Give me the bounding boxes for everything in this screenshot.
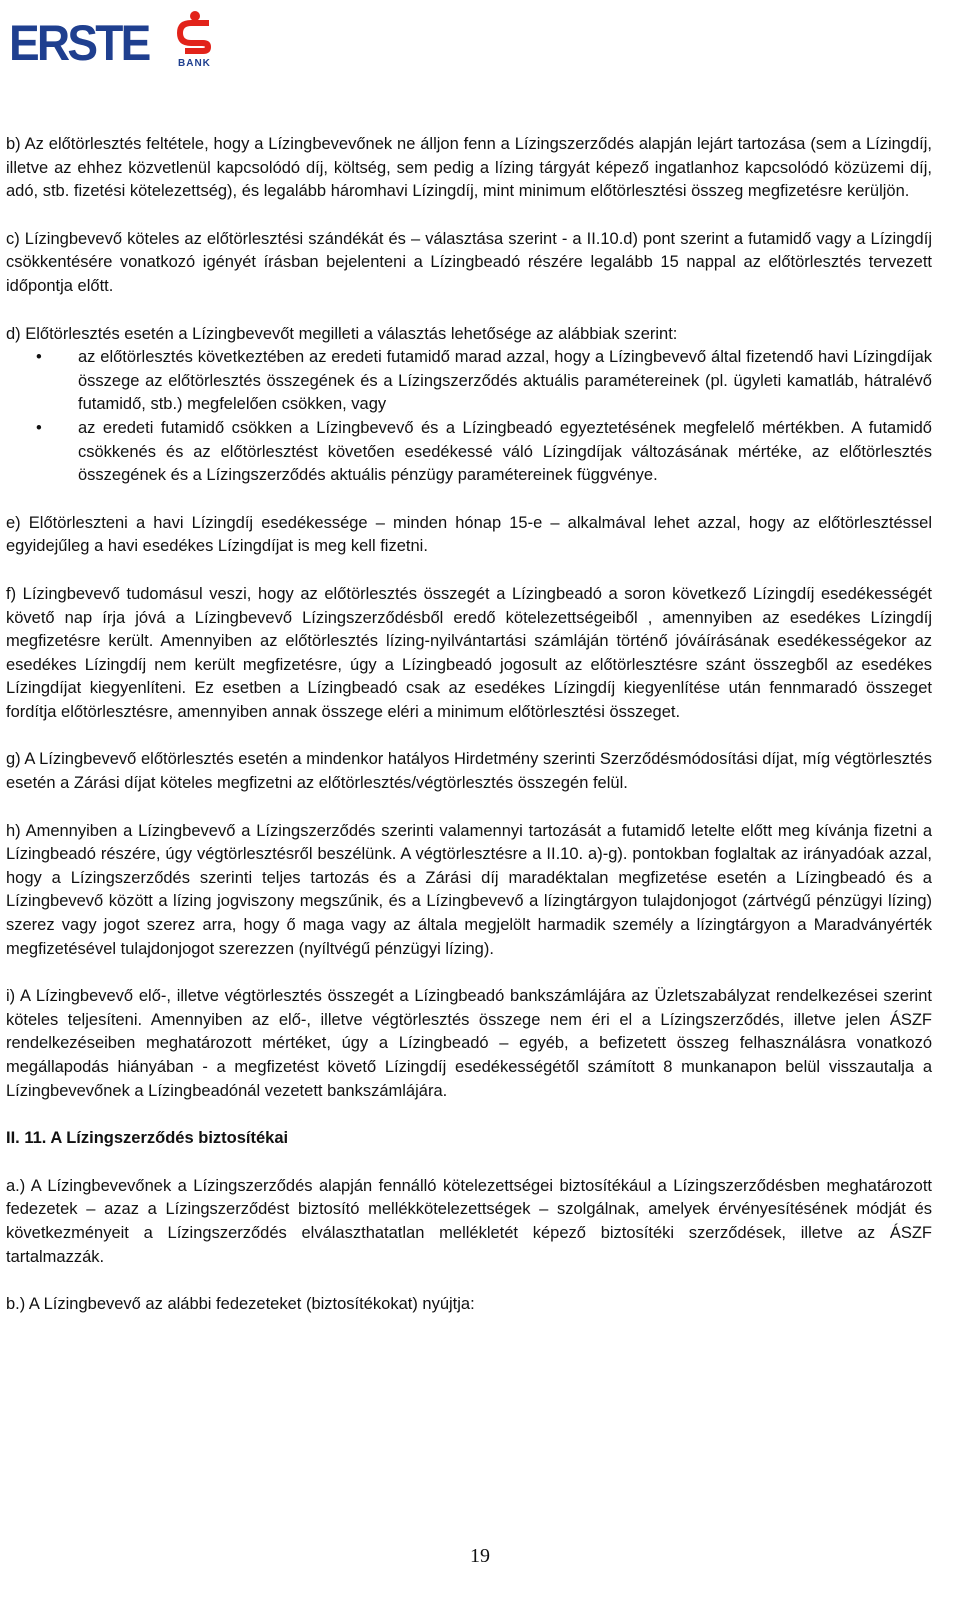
page-number: 19 xyxy=(470,1545,490,1567)
paragraph-11-a: a.) A Lízingbevevőnek a Lízingszerződés alapján fennálló kötelezettségei biztosítékául a Lízingszerződésben meghatározott fedezetek – azaz a Lízingszerződést biztosító mellékkötelezettségek – szolgálnak, amelyek érvényesítésének módját és következményeit a Lízingszerződés elválaszthatatlan mellékletét képező biztosítéki szerződések, illetve az ÁSZF tartalmazzák. xyxy=(6,1176,932,1266)
paragraph-h: h) Amennyiben a Lízingbevevő a Lízingszerződés szerinti valamennyi tartozását a futamidő letelte előtt meg kívánja fizetni a Lízingbeadó részére, úgy végtörlesztésről beszélünk. A végtörlesztésre a II.10. a)-g). pontokban foglaltak az irányadóak azzal, hogy a Lízingszerződés szerinti teljes tartozás és a Zárási díj maradéktalan megfizetése esetén a Lízingbeadó és a Lízingbevevő között a lízing jogviszony megszűnik, és a Lízingbevevő a lízingtárgyon tulajdonjogot (zártvégű pénzügyi lízing) szerez vagy jogot szerez arra, hogy ő maga vagy az általa megjelölt harmadik személy a lízingtárgyon a Maradványérték megfizetésével tulajdonjogot szerezzen (nyíltvégű pénzügyi lízing). xyxy=(6,821,932,958)
paragraph-g: g) A Lízingbevevő előtörlesztés esetén a mindenkor hatályos Hirdetmény szerinti Szerződésmódosítási díjat, míg végtörlesztés esetén a Zárási díjat köteles megfizetni az előtörlesztés/végtörlesztés összegén felül. xyxy=(6,750,932,793)
paragraph-d-intro: d) Előtörlesztés esetén a Lízingbevevőt megilleti a választás lehetősége az alábbiak szerint: xyxy=(6,324,678,343)
erste-bank-logo xyxy=(9,6,209,70)
paragraph-e: e) Előtörleszteni a havi Lízingdíj esedékessége – minden hónap 15-e – alkalmával lehet azzal, hogy az előtörlesztéssel egyidejűleg a havi esedékes Lízingdíjat is meg kell fizetni. xyxy=(6,513,932,556)
logo-wordmark: ERSTE xyxy=(9,15,149,71)
list-item xyxy=(6,346,932,417)
document-body xyxy=(6,133,932,1317)
paragraph-b: b) Az előtörlesztés feltétele, hogy a Lízingbevevőnek ne álljon fenn a Lízingszerződés alapján lejárt tartozása (sem a Lízingdíj, illetve az ehhez közvetlenül kapcsolódó díj, költség, sem pedig a lízing tárgyát képező ingatlanhoz kapcsolódó közüzemi díj, adó, stb. fizetési kötelezettség), és legalább háromhavi Lízingdíj, mint minimum előtörlesztési összeg megfizetésre kerüljön. xyxy=(6,135,932,201)
choice-list xyxy=(6,346,932,488)
paragraph-11-b: b.) A Lízingbevevő az alábbi fedezeteket (biztosítékokat) nyújtja: xyxy=(6,1295,475,1314)
paragraph-i: i) A Lízingbevevő elő-, illetve végtörlesztés összegét a Lízingbeadó bankszámlájára az Üzletszabályzat rendelkezései szerint köteles teljesíteni. Amennyiben az elő-, illetve végtörlesztés összege nem éri el a Lízingszerződés, illetve jelen ÁSZF rendelkezéseiben meghatározott mértéket, úgy a Lízingbeadó – egyéb, a befizetett összeg felhasználásra vonatkozó megállapodás hiányában - a megfizetést követő Lízingdíj esedékességétől számított 8 munkanapon belül visszautalja a Lízingbevevőnek a Lízingbeadónál vezetett bankszámlájára. xyxy=(6,987,932,1100)
list-item-text: az eredeti futamidő csökken a Lízingbevevő és a Lízingbeadó egyeztetésének megfelelő mértékben. A futamidő csökkenés és az előtörlesztést követően esedékessé váló Lízingdíjak változásának mértéke, az előtörlesztés összegének és a Lízingszerződés aktuális pénzügy paramétereinek függvénye. xyxy=(78,418,932,485)
paragraph-c: c) Lízingbevevő köteles az előtörlesztési szándékát és – választása szerint - a II.10.d) pont szerint a futamidő vagy a Lízingdíj csökkentésére vonatkozó igényét írásban bejelenteni a Lízingbeadó részére legalább 15 nappal az előtörlesztés tervezett időpontja előtt. xyxy=(6,229,932,295)
paragraph-f: f) Lízingbevevő tudomásul veszi, hogy az előtörlesztés összegét a Lízingbeadó a soron következő Lízingdíj esedékességét követő nap írja jóvá a Lízingbevevő Lízingszerződésből eredő kötelezettségeiből , amennyiben az esedékes Lízingdíj megfizetésre került. Amennyiben az előtörlesztés lízing-nyilvántartási számláján történő jóváírásának esedékességekor az esedékes Lízingdíj nem került megfizetésre, úgy a Lízingbeadó jogosult az előtörlesztésre szánt összegből az esedékes Lízingdíjat kiegyenlíteni. Ez esetben a Lízingbeadó csak az esedékes Lízingdíj kiegyenlítése után fennmaradó összeget fordítja előtörlesztésre, amennyiben annak összege eléri a minimum előtörlesztési összeget. xyxy=(6,584,932,721)
erste-s-mark-icon xyxy=(177,10,213,58)
bullet-icon: • xyxy=(36,348,42,367)
section-heading: II. 11. A Lízingszerződés biztosítékai xyxy=(6,1129,289,1148)
logo-bank-label: BANK xyxy=(178,58,211,69)
list-item-text: az előtörlesztés következtében az eredeti futamidő marad azzal, hogy a Lízingbevevő által fizetendő havi Lízingdíjak összege az előtörlesztés összegének és a Lízingszerződés aktuális paramétereinek (pl. ügyleti kamatláb, hátralévő futamidő, stb.) megfelelően csökken, vagy xyxy=(78,348,932,414)
list-item xyxy=(6,417,932,488)
bullet-icon: • xyxy=(36,418,42,437)
